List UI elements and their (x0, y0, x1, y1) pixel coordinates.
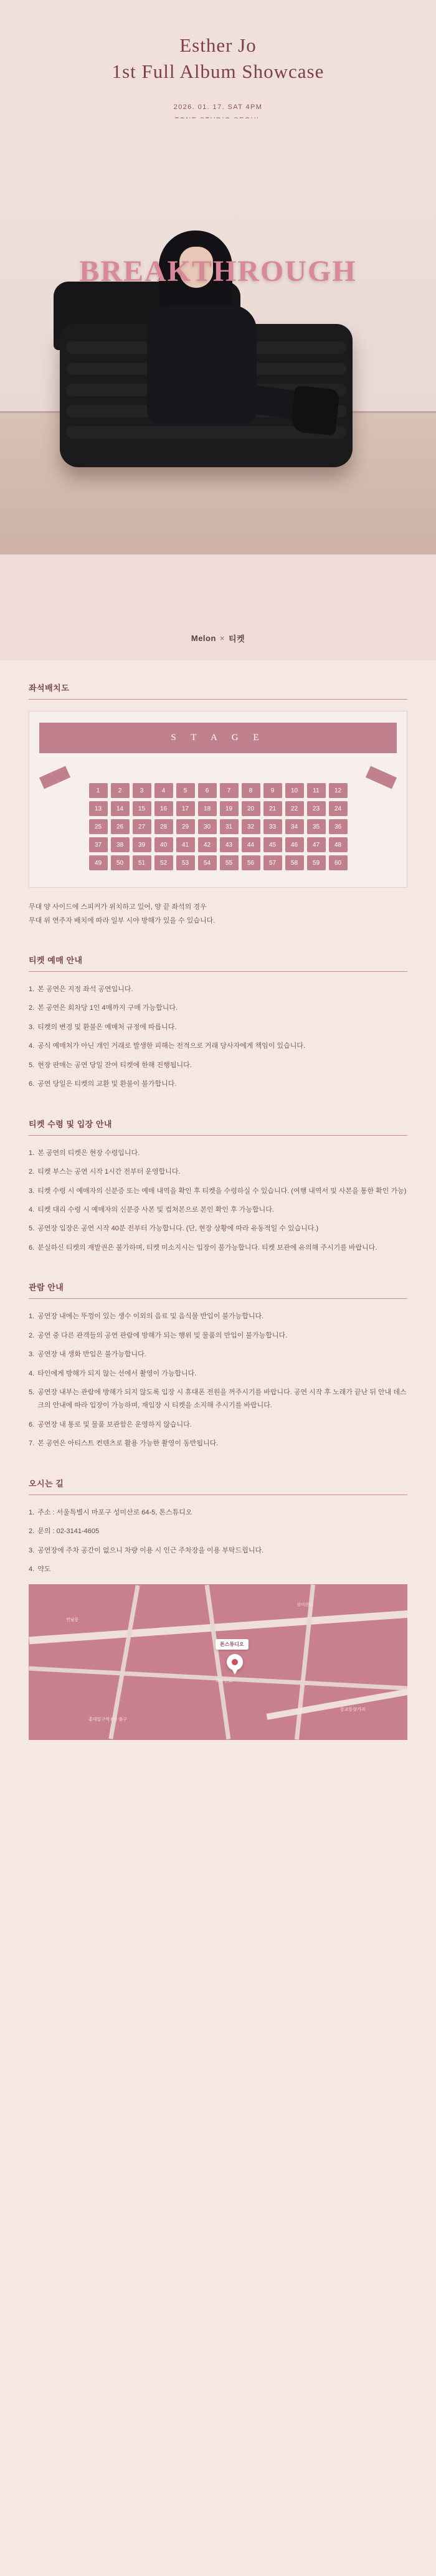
seat-42[interactable]: 42 (198, 837, 217, 852)
seat-19[interactable]: 19 (220, 801, 239, 816)
list-item-number: 5. (29, 1389, 35, 1396)
viewing-list (29, 1310, 407, 1451)
map-label: 와우산로 (216, 1678, 233, 1683)
entry-list (29, 1147, 407, 1255)
seat-18[interactable]: 18 (198, 801, 217, 816)
seat-27[interactable]: 27 (133, 819, 151, 834)
list-item-number: 5. (29, 1061, 35, 1069)
list-item-number: 6. (29, 1080, 35, 1088)
directions-section (29, 1477, 407, 1740)
hero-photo (0, 118, 436, 554)
list-item (29, 1059, 407, 1072)
seat-34[interactable]: 34 (285, 819, 304, 834)
seat-row (39, 855, 397, 870)
seat-14[interactable]: 14 (111, 801, 130, 816)
list-item-text: 주소 : 서울특별시 마포구 성미산로 64-5, 톤스튜디오 (37, 1508, 192, 1516)
seat-row (39, 837, 397, 852)
seat-1[interactable]: 1 (89, 783, 108, 798)
seat-16[interactable]: 16 (154, 801, 173, 816)
seat-25[interactable]: 25 (89, 819, 108, 834)
list-item-text: 본 공연의 티켓은 현장 수령입니다. (37, 1149, 140, 1157)
title-line-1: Esther Jo (179, 34, 257, 56)
seat-47[interactable]: 47 (307, 837, 326, 852)
list-item (29, 1040, 407, 1053)
list-item-number: 3. (29, 1351, 35, 1359)
list-item (29, 1222, 407, 1235)
list-item-text: 공연장 내에는 뚜껑이 있는 생수 이외의 음료 및 음식물 반입이 불가능합니다. (37, 1313, 264, 1321)
list-item-number: 4. (29, 1369, 35, 1377)
seat-row (39, 783, 397, 798)
seat-10[interactable]: 10 (285, 783, 304, 798)
seat-11[interactable]: 11 (307, 783, 326, 798)
seat-60[interactable]: 60 (329, 855, 348, 870)
list-item-number: 4. (29, 1042, 35, 1050)
list-item-text: 현장 판매는 공연 당일 잔여 티켓에 한해 진행됩니다. (37, 1061, 192, 1069)
ticket-list (29, 983, 407, 1091)
seat-41[interactable]: 41 (176, 837, 195, 852)
seat-9[interactable]: 9 (263, 783, 282, 798)
list-item (29, 1348, 407, 1361)
seat-33[interactable]: 33 (263, 819, 282, 834)
list-item-text: 분실하신 티켓의 재발권은 불가하며, 티켓 미소지시는 입장이 불가능합니다. 티켓 보관에 유의해 주시기를 바랍니다. (37, 1243, 377, 1252)
list-item (29, 1525, 407, 1538)
seat-23[interactable]: 23 (307, 801, 326, 816)
list-item-text: 티켓 수령 시 예매자의 신분증 또는 예매 내역을 확인 후 티켓을 수령하실 수 있습니다. (여행 내역서 및 사본을 통한 확인 가능) (37, 1187, 407, 1195)
seat-51[interactable]: 51 (133, 855, 151, 870)
list-item-text: 본 공연은 지정 좌석 공연입니다. (37, 986, 133, 993)
seat-55[interactable]: 55 (220, 855, 239, 870)
entry-heading: 티켓 수령 및 입장 안내 (29, 1118, 407, 1136)
list-item-text: 본 공연은 회차당 1인 4매까지 구매 가능합니다. (37, 1004, 178, 1012)
list-item-number: 3. (29, 1023, 35, 1031)
seat-20[interactable]: 20 (242, 801, 260, 816)
list-item (29, 1147, 407, 1160)
seat-row (39, 801, 397, 816)
seat-49[interactable]: 49 (89, 855, 108, 870)
list-item (29, 983, 407, 996)
seat-rows (39, 783, 397, 870)
brand-secondary-label: 티켓 (229, 634, 245, 644)
seat-3[interactable]: 3 (133, 783, 151, 798)
list-item (29, 1078, 407, 1091)
list-item (29, 1419, 407, 1432)
map-pin-label: 톤스튜디오 (216, 1639, 249, 1650)
title-line-2: 1st Full Album Showcase (111, 60, 325, 82)
seat-26[interactable]: 26 (111, 819, 130, 834)
map-label: 연남동 (66, 1617, 79, 1622)
seat-36[interactable]: 36 (329, 819, 348, 834)
seat-7[interactable]: 7 (220, 783, 239, 798)
list-item-text: 공연장 입장은 공연 시작 40분 전부터 가능합니다. (단, 현장 상황에 따라 유동적일 수 있습니다.) (37, 1225, 319, 1233)
list-item-number: 2. (29, 1168, 35, 1176)
list-item-number: 3. (29, 1546, 35, 1554)
list-item-number: 1. (29, 1313, 35, 1321)
list-item-text: 공연장 내 통로 및 물품 보관함은 운영하지 않습니다. (37, 1420, 192, 1428)
album-keyword: BREAKTHROUGH (79, 255, 357, 288)
seat-21[interactable]: 21 (263, 801, 282, 816)
seatmap-note-line: 무대 양 사이드에 스피커가 위치하고 있어, 양 끝 좌석의 경우 (29, 903, 207, 911)
map-label: 홍대입구역 6번 출구 (88, 1717, 127, 1722)
list-item (29, 1544, 407, 1557)
list-item-number: 4. (29, 1205, 35, 1214)
map-label: 동교동삼거리 (340, 1707, 366, 1712)
list-item (29, 1185, 407, 1198)
seat-59[interactable]: 59 (307, 855, 326, 870)
seat-57[interactable]: 57 (263, 855, 282, 870)
content-area (0, 660, 436, 1791)
viewing-heading: 관람 안내 (29, 1281, 407, 1299)
event-date: 2026. 01. 17. SAT 4PM (173, 103, 263, 111)
seat-46[interactable]: 46 (285, 837, 304, 852)
seat-38[interactable]: 38 (111, 837, 130, 852)
seat-40[interactable]: 40 (154, 837, 173, 852)
brand-primary-label: Melon (191, 634, 216, 643)
seat-22[interactable]: 22 (285, 801, 304, 816)
artist-boot (290, 385, 339, 435)
list-item-number: 1. (29, 1149, 35, 1157)
list-item-number: 2. (29, 1528, 35, 1536)
list-item-text: 문의 : 02-3141-4605 (37, 1528, 100, 1536)
seat-31[interactable]: 31 (220, 819, 239, 834)
seat-12[interactable]: 12 (329, 783, 348, 798)
seat-48[interactable]: 48 (329, 837, 348, 852)
seat-44[interactable]: 44 (242, 837, 260, 852)
list-item (29, 1437, 407, 1450)
list-item (29, 1329, 407, 1343)
seat-29[interactable]: 29 (176, 819, 195, 834)
seat-30[interactable]: 30 (198, 819, 217, 834)
seat-58[interactable]: 58 (285, 855, 304, 870)
list-item-text: 타인에게 방해가 되지 않는 선에서 촬영이 가능합니다. (37, 1369, 197, 1377)
entry-section (29, 1118, 407, 1255)
seat-5[interactable]: 5 (176, 783, 195, 798)
location-map[interactable] (29, 1584, 407, 1740)
list-item-number: 6. (29, 1243, 35, 1252)
list-item-text: 티켓 대리 수령 시 예매자의 신분증 사본 및 컵처본으로 본인 확인 후 가능합니다. (37, 1205, 274, 1214)
list-item-number: 4. (29, 1566, 35, 1574)
ticket-section (29, 954, 407, 1091)
list-item-text: 티켓 부스는 공연 시작 1시간 전부터 운영합니다. (37, 1168, 181, 1176)
seat-2[interactable]: 2 (111, 783, 130, 798)
seat-52[interactable]: 52 (154, 855, 173, 870)
list-item-text: 공연 당일은 티켓의 교환 및 환불이 불가합니다. (37, 1080, 177, 1088)
list-item-text: 티켓의 변경 및 환불은 예매처 규정에 따릅니다. (37, 1023, 177, 1031)
seat-8[interactable]: 8 (242, 783, 260, 798)
brand-separator: × (219, 634, 225, 643)
list-item-text: 본 공연은 아티스트 컨텐츠로 활용 가능한 촬영이 동반됩니다. (37, 1440, 219, 1448)
seat-35[interactable]: 35 (307, 819, 326, 834)
list-item-text: 공연 중 다른 관객들의 공연 관람에 방해가 되는 행위 및 물품의 반입이 불가능합니다. (37, 1331, 288, 1339)
seat-17[interactable]: 17 (176, 801, 195, 816)
seat-24[interactable]: 24 (329, 801, 348, 816)
seat-54[interactable]: 54 (198, 855, 217, 870)
seat-row (39, 819, 397, 834)
list-item-number: 1. (29, 1508, 35, 1516)
seat-56[interactable]: 56 (242, 855, 260, 870)
list-item-number: 3. (29, 1187, 35, 1195)
seat-43[interactable]: 43 (220, 837, 239, 852)
list-item-number: 7. (29, 1440, 35, 1448)
list-item-number: 6. (29, 1420, 35, 1428)
viewing-section (29, 1281, 407, 1451)
seat-45[interactable]: 45 (263, 837, 282, 852)
seatmap-note-line: 무대 위 연주자 배치에 따라 일부 시야 방해가 있을 수 있습니다. (29, 917, 216, 924)
seatmap (29, 711, 407, 888)
seat-37[interactable]: 37 (89, 837, 108, 852)
directions-list (29, 1506, 407, 1577)
map-road-main (29, 1606, 407, 1644)
seat-15[interactable]: 15 (133, 801, 151, 816)
seat-53[interactable]: 53 (176, 855, 195, 870)
page-title (0, 0, 436, 85)
seat-32[interactable]: 32 (242, 819, 260, 834)
seat-4[interactable]: 4 (154, 783, 173, 798)
seat-39[interactable]: 39 (133, 837, 151, 852)
list-item (29, 1367, 407, 1381)
seat-50[interactable]: 50 (111, 855, 130, 870)
list-item-text: 약도 (37, 1566, 51, 1574)
hero-section (0, 0, 436, 660)
list-item-number: 5. (29, 1225, 35, 1233)
list-item (29, 1204, 407, 1217)
map-label: 성미산로 (296, 1602, 314, 1607)
list-item-text: 공연장 내 생화 반입은 불가능합니다. (37, 1351, 146, 1359)
directions-heading: 오시는 길 (29, 1477, 407, 1495)
list-item-text: 공연장에 주차 공간이 없으니 차량 이용 시 인근 주차장을 이용 부탁드립니다. (37, 1546, 264, 1554)
list-item-number: 2. (29, 1004, 35, 1012)
seat-6[interactable]: 6 (198, 783, 217, 798)
list-item (29, 1002, 407, 1015)
list-item-number: 1. (29, 986, 35, 993)
list-item-text: 공연장 내부는 관람에 방해가 되지 않도록 입장 시 휴대폰 전원을 꺼주시기를 바랍니다. 공연 시작 후 노래가 끝난 뒤 안내 데스크의 안내에 따라 입장이 가능하며, 재입장 시 티켓을 소지해 주시기를 바랍니다. (37, 1389, 407, 1410)
seat-28[interactable]: 28 (154, 819, 173, 834)
map-pin-dot (232, 1659, 238, 1665)
list-item (29, 1166, 407, 1179)
list-item (29, 1021, 407, 1034)
map-pin[interactable] (227, 1654, 243, 1670)
list-item (29, 1386, 407, 1413)
stage-label: S T A G E (39, 723, 397, 753)
list-item-text: 공식 예매처가 아닌 개인 거래로 발생한 피해는 전적으로 거래 당사자에게 책임이 있습니다. (37, 1042, 306, 1050)
seatmap-heading: 좌석배치도 (29, 682, 407, 700)
seatmap-note (29, 900, 407, 928)
list-item (29, 1563, 407, 1576)
list-item-number: 2. (29, 1331, 35, 1339)
list-item (29, 1506, 407, 1519)
ticket-heading: 티켓 예매 안내 (29, 954, 407, 972)
hero-brand-row (0, 632, 436, 644)
seat-13[interactable]: 13 (89, 801, 108, 816)
list-item (29, 1242, 407, 1255)
seatmap-section (29, 682, 407, 928)
list-item (29, 1310, 407, 1323)
